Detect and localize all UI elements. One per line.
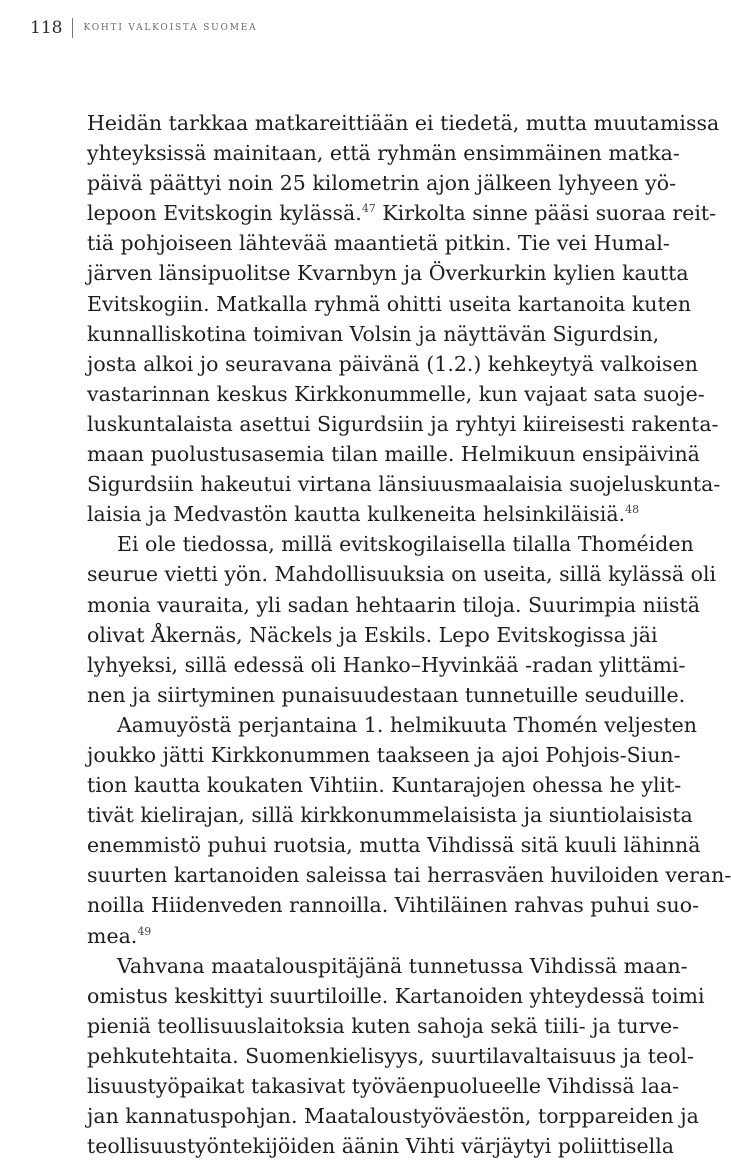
body-text (87, 108, 731, 1161)
text-line (87, 740, 681, 770)
line-text: pieniä teollisuuslaitoksia kuten sahoja sekä tiili- ja turve- (87, 1013, 680, 1038)
text-line (87, 559, 717, 589)
text-line (87, 770, 682, 800)
footnote-reference: 48 (625, 503, 640, 517)
line-text: tiä pohjoiseen lähtevää maantietä pitkin. Tie vei Humal- (87, 231, 670, 256)
text-line (87, 860, 731, 890)
line-text: enemmistö puhui ruotsia, mutta Vihdissä sitä kuuli lähinnä (87, 833, 701, 858)
line-text: seurue vietti yön. Mahdollisuuksia on useita, sillä kylässä oli (87, 562, 717, 587)
line-text: mea. (87, 923, 138, 948)
line-text: Sigurdsiin hakeutui virtana länsiuusmaalaisia suojeluskunta- (87, 472, 721, 497)
text-line (87, 981, 705, 1011)
text-line (87, 890, 700, 920)
line-text-continued: Kirkolta sinne pääsi suoraa reit- (375, 201, 717, 226)
text-line (87, 138, 680, 168)
text-line (87, 439, 700, 469)
running-title: KOHTI VALKOISTA SUOMEA (83, 23, 258, 33)
line-text: Heidän tarkkaa matkareittiään ei tiedetä, mutta muutamissa (87, 111, 720, 135)
line-text: joukko jätti Kirkkonummen taakseen ja ajoi Pohjois-Siun- (87, 742, 681, 767)
line-text: pehkutehtaita. Suomenkielisyys, suurtilavaltaisuus ja teol- (87, 1043, 694, 1068)
page-number: 118 (30, 18, 63, 38)
text-line (87, 1071, 680, 1101)
text-line (87, 1131, 675, 1161)
paragraph (87, 710, 731, 951)
paragraph (87, 951, 705, 1161)
paragraph (87, 529, 717, 710)
text-line (87, 228, 670, 258)
text-line (87, 921, 636, 951)
line-text: nen ja siirtyminen punaisuudestaan tunnetuille seuduille. (87, 682, 686, 707)
text-line (87, 349, 698, 379)
line-text: lyhyeksi, sillä edessä oli Hanko–Hyvinkää -radan ylittämi- (87, 652, 686, 677)
page-header (30, 16, 257, 40)
text-line (87, 1041, 694, 1071)
text-line (87, 710, 698, 740)
line-text: vastarinnan keskus Kirkkonummelle, kun vajaat sata suoje- (87, 381, 705, 406)
line-text: jan kannatuspohjan. Maataloustyöväestön, torppareiden ja (87, 1104, 699, 1129)
text-line (87, 650, 686, 680)
text-line (87, 258, 689, 288)
line-text: laisia ja Medvastön kautta kulkeneita helsinkiläisiä. (87, 502, 626, 527)
line-text: kunnalliskotina toimivan Volsin ja näyttävän Sigurdsin, (87, 321, 660, 346)
header-divider (72, 18, 73, 38)
text-line (87, 319, 660, 349)
line-text: Aamuyöstä perjantaina 1. helmikuuta Thomén veljesten (117, 712, 698, 737)
line-text: järven länsipuolitse Kvarnbyn ja Överkurkin kylien kautta (87, 261, 689, 286)
line-text: teollisuustyöntekijöiden äänin Vihti värjäytyi poliittisella (87, 1134, 675, 1159)
line-text: yhteyksissä mainitaan, että ryhmän ensimmäinen matka- (87, 141, 680, 166)
text-line (87, 830, 701, 860)
text-line (87, 379, 705, 409)
text-line (87, 680, 686, 710)
line-text: maan puolustusasemia tilan maille. Helmikuun ensipäivinä (87, 442, 700, 467)
line-text: luskuntalaista asettui Sigurdsiin ja ryhtyi kiireisesti rakenta- (87, 411, 719, 436)
text-line (87, 198, 717, 228)
text-line (87, 469, 721, 499)
line-text: tivät kielirajan, sillä kirkkonummelaisista ja siuntiolaisista (87, 803, 693, 828)
line-text: lepoon Evitskogin kylässä. (87, 201, 362, 226)
line-text: suurten kartanoiden saleissa tai herrasväen huviloiden veran- (87, 863, 731, 888)
line-text: noilla Hiidenveden rannoilla. Vihtiläinen rahvas puhui suo- (87, 893, 700, 918)
text-line (87, 108, 720, 138)
footnote-reference: 49 (137, 924, 152, 938)
text-line (87, 289, 692, 319)
text-line (87, 409, 719, 439)
line-text: josta alkoi jo seuravana päivänä (1.2.) kehkeytyä valkoisen (87, 351, 698, 376)
footnote-reference: 47 (361, 202, 376, 216)
text-line (87, 590, 700, 620)
paragraph (87, 108, 721, 529)
text-line (87, 1011, 680, 1041)
line-text: omistus keskittyi suurtiloille. Kartanoiden yhteydessä toimi (87, 983, 705, 1008)
text-line (87, 951, 688, 981)
text-line (87, 499, 640, 529)
line-text: Evitskogiin. Matkalla ryhmä ohitti useita kartanoita kuten (87, 291, 692, 316)
line-text: päivä päättyi noin 25 kilometrin ajon jälkeen lyhyeen yö- (87, 171, 677, 196)
line-text: lisuustyöpaikat takasivat työväenpuolueelle Vihdissä laa- (87, 1074, 680, 1098)
line-text: Ei ole tiedossa, millä evitskogilaisella tilalla Thoméiden (117, 532, 694, 557)
line-text: monia vauraita, yli sadan hehtaarin tiloja. Suurimpia niistä (87, 592, 700, 617)
text-line (87, 529, 694, 559)
line-text: olivat Åkernäs, Näckels ja Eskils. Lepo Evitskogissa jäi (87, 622, 658, 647)
text-line (87, 1101, 699, 1131)
text-line (87, 168, 677, 198)
line-text: Vahvana maatalouspitäjänä tunnetussa Vihdissä maan- (117, 953, 688, 978)
text-line (87, 800, 693, 830)
text-line (87, 620, 658, 650)
line-text: tion kautta koukaten Vihtiin. Kuntarajojen ohessa he ylit- (87, 773, 682, 798)
